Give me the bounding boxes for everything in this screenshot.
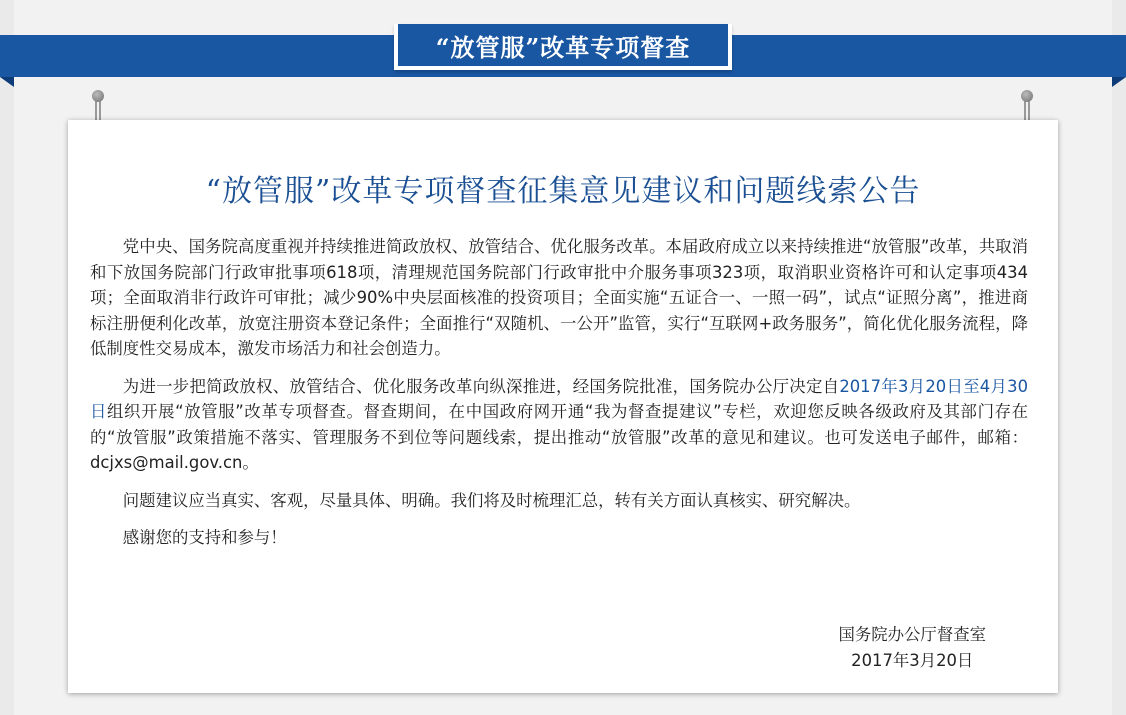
notice-paragraph-3: 问题建议应当真实、客观，尽量具体、明确。我们将及时梳理汇总，转有关方面认真核实、研究解决。 xyxy=(122,490,861,510)
notice-title: “放管服”改革专项督查征集意见建议和问题线索公告 xyxy=(205,174,921,209)
signature-block xyxy=(838,622,986,674)
supervision-period-link[interactable]: 2017年3月20日至4月30日 xyxy=(90,376,1028,421)
ribbon-fold-right xyxy=(1112,77,1126,87)
notice-body xyxy=(90,234,1028,563)
paragraph-2-rest: 组织开展“放管服”改革专项督查。督查期间，在中国政府网开通“我为督查提建议”专栏，欢迎您反映各级政府及其部门存在的“放管服”政策措施不落实、管理服务不到位等问题线索，提出推动“放管服”改革的意见和建议。也可发送电子邮件，邮箱：dcjxs@mail.gov.cn。 xyxy=(90,402,1029,472)
notice-paragraph-2 xyxy=(90,374,1028,476)
banner-tab xyxy=(394,24,732,70)
notice-paragraph-4: 感谢您的支持和参与！ xyxy=(122,528,287,547)
signature-date: 2017年3月20日 xyxy=(851,651,974,670)
signature-org: 国务院办公厅督查室 xyxy=(838,625,986,644)
ribbon-fold-left xyxy=(0,77,14,87)
banner-title: “放管服”改革专项督查 xyxy=(435,32,691,62)
notice-paper xyxy=(68,120,1058,693)
notice-paragraph-1: 党中央、国务院高度重视并持续推进简政放权、放管结合、优化服务改革。本届政府成立以来持续推进“放管服”改革，共取消和下放国务院部门行政审批事项618项，清理规范国务院部门行政审批中介服务事项323项，取消职业资格许可和认定事项434项；全面取消非行政许可审批；减少90%中央层面核准的投资项目；全面实施“五证合一、一照一码”，试点“证照分离”，推进商标注册便利化改革，放宽注册资本登记条件；全面推行“双随机、一公开”监管，实行“互联网+政务服务”，简化优化服务流程，降低制度性交易成本，激发市场活力和社会创造力。 xyxy=(90,237,1028,358)
paragraph-2-intro: 为进一步把简政放权、放管结合、优化服务改革向纵深推进，经国务院批准，国务院办公厅决定自 xyxy=(122,376,840,396)
